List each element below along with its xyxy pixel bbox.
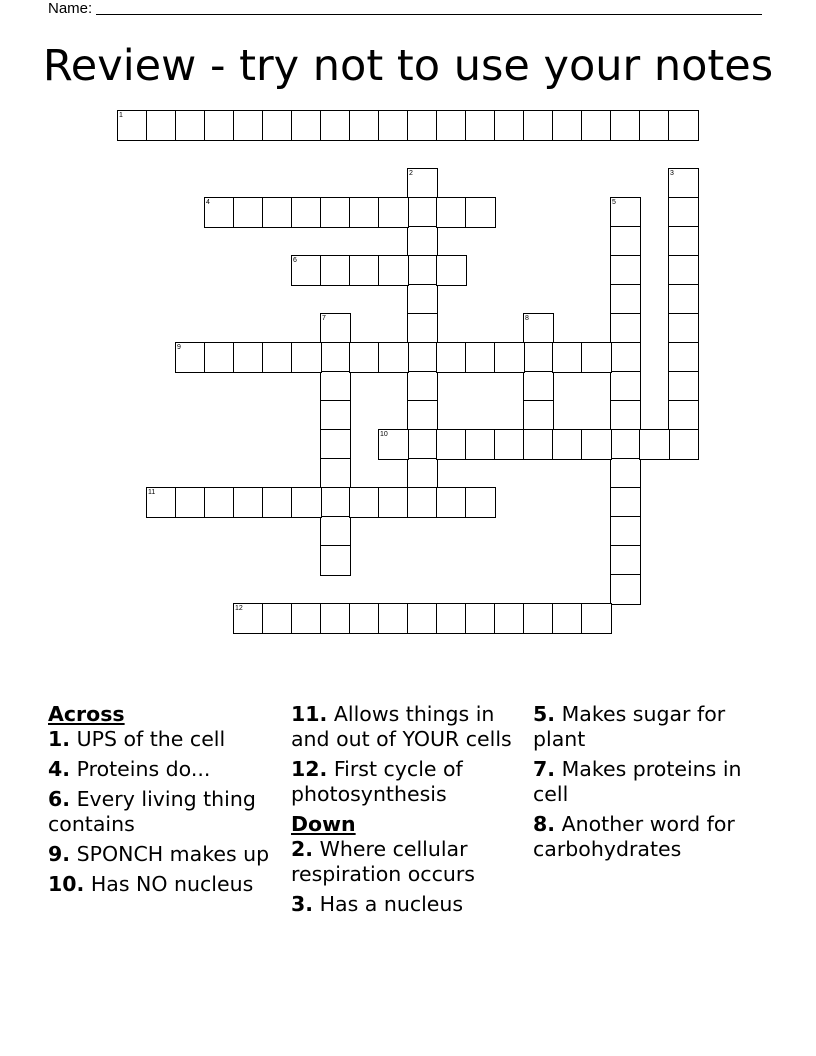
crossword-cell[interactable]: [610, 226, 641, 257]
crossword-cell[interactable]: [291, 110, 322, 141]
crossword-cell[interactable]: [204, 487, 235, 518]
crossword-cell[interactable]: [407, 487, 438, 518]
crossword-cell[interactable]: [610, 545, 641, 576]
crossword-cell[interactable]: [436, 197, 467, 228]
crossword-cell[interactable]: [523, 342, 554, 373]
crossword-cell[interactable]: [146, 110, 177, 141]
crossword-cell[interactable]: [204, 110, 235, 141]
crossword-cell[interactable]: [262, 110, 293, 141]
crossword-cell[interactable]: [407, 429, 438, 460]
crossword-cell[interactable]: [349, 603, 380, 634]
crossword-cell[interactable]: [668, 255, 699, 286]
crossword-cell[interactable]: [378, 487, 409, 518]
crossword-cell[interactable]: [581, 429, 612, 460]
crossword-cell[interactable]: [552, 110, 583, 141]
crossword-cell[interactable]: [668, 400, 699, 431]
crossword-cell[interactable]: [320, 487, 351, 518]
cell-number: 9: [177, 344, 181, 351]
clue-number: 10.: [48, 872, 85, 896]
crossword-cell[interactable]: [262, 197, 293, 228]
crossword-cell[interactable]: [639, 429, 670, 460]
crossword-cell[interactable]: [436, 487, 467, 518]
clue-column-3: [533, 702, 773, 867]
crossword-cell[interactable]: [407, 400, 438, 431]
crossword-cell[interactable]: [552, 429, 583, 460]
clue-down-8: [533, 812, 773, 862]
crossword-cell[interactable]: [291, 342, 322, 373]
clue-across-4: [48, 757, 280, 782]
crossword-cell[interactable]: [320, 197, 351, 228]
cell-number: 12: [235, 605, 243, 612]
clue-number: 4.: [48, 757, 71, 781]
page-title: Review - try not to use your notes: [42, 41, 774, 91]
clue-text: Has a nucleus: [319, 892, 464, 916]
crossword-cell[interactable]: [610, 400, 641, 431]
crossword-cell[interactable]: [407, 458, 438, 489]
crossword-cell[interactable]: [552, 603, 583, 634]
crossword-cell[interactable]: [465, 110, 496, 141]
clue-text: Another word for carbohydrates: [533, 812, 735, 861]
crossword-cell[interactable]: [349, 110, 380, 141]
crossword-cell[interactable]: [668, 197, 699, 228]
crossword-cell[interactable]: [349, 487, 380, 518]
crossword-cell[interactable]: [465, 429, 496, 460]
crossword-cell[interactable]: [610, 574, 641, 605]
clue-text: Where cellular respiration occurs: [291, 837, 475, 886]
cell-number: 3: [670, 170, 674, 177]
crossword-cell[interactable]: [610, 342, 641, 373]
crossword-cell[interactable]: [465, 197, 496, 228]
crossword-cell[interactable]: [407, 371, 438, 402]
across-heading: Across: [48, 702, 125, 726]
clue-across-6: [48, 787, 280, 837]
crossword-cell[interactable]: [320, 371, 351, 402]
down-heading: Down: [291, 812, 356, 836]
crossword-cell[interactable]: [465, 342, 496, 373]
crossword-cell[interactable]: [668, 342, 699, 373]
crossword-cell[interactable]: [668, 313, 699, 344]
clue-down-7: [533, 757, 773, 807]
crossword-cell[interactable]: [320, 400, 351, 431]
crossword-cell[interactable]: [291, 603, 322, 634]
name-label: Name:: [48, 0, 93, 17]
crossword-cell[interactable]: [407, 342, 438, 373]
clue-text: First cycle of photosynthesis: [291, 757, 463, 806]
crossword-cell[interactable]: [233, 110, 264, 141]
crossword-cell[interactable]: [523, 110, 554, 141]
clue-across-9: [48, 842, 280, 867]
crossword-cell[interactable]: [523, 400, 554, 431]
crossword-cell[interactable]: [378, 255, 409, 286]
crossword-cell[interactable]: [378, 197, 409, 228]
clue-down-3: [291, 892, 523, 917]
clue-text: Allows things in and out of YOUR cells: [291, 702, 512, 751]
clue-column-2: [291, 702, 523, 922]
crossword-cell[interactable]: [320, 110, 351, 141]
name-field[interactable]: [48, 0, 762, 17]
clue-across-12: [291, 757, 523, 807]
crossword-cell[interactable]: [262, 342, 293, 373]
crossword-cell[interactable]: [407, 226, 438, 257]
crossword-cell[interactable]: [581, 603, 612, 634]
clue-number: 3.: [291, 892, 314, 916]
crossword-cell[interactable]: [175, 110, 206, 141]
clue-number: 9.: [48, 842, 71, 866]
crossword-cell[interactable]: [407, 197, 438, 228]
clue-number: 6.: [48, 787, 71, 811]
clue-text: Proteins do...: [76, 757, 211, 781]
clue-text: Has NO nucleus: [90, 872, 254, 896]
crossword-cell[interactable]: [436, 603, 467, 634]
crossword-cell[interactable]: [320, 429, 351, 460]
crossword-cell[interactable]: [668, 429, 699, 460]
clue-number: 5.: [533, 702, 556, 726]
crossword-cell[interactable]: [436, 429, 467, 460]
clue-text: Every living thing contains: [48, 787, 256, 836]
crossword-cell[interactable]: [436, 342, 467, 373]
crossword-cell[interactable]: [349, 255, 380, 286]
name-blank-line[interactable]: [96, 0, 762, 15]
crossword-cell[interactable]: [581, 342, 612, 373]
cell-number: 6: [293, 257, 297, 264]
crossword-cell[interactable]: [320, 255, 351, 286]
clue-across-1: [48, 727, 280, 752]
crossword-cell[interactable]: [494, 342, 525, 373]
crossword-cell[interactable]: [639, 110, 670, 141]
crossword-cell[interactable]: [523, 429, 554, 460]
crossword-cell[interactable]: [407, 313, 438, 344]
clue-number: 1.: [48, 727, 71, 751]
clue-number: 8.: [533, 812, 556, 836]
crossword-cell[interactable]: [407, 255, 438, 286]
crossword-cell[interactable]: [378, 110, 409, 141]
crossword-cell[interactable]: [233, 197, 264, 228]
crossword-cell[interactable]: [465, 603, 496, 634]
crossword-cell[interactable]: [407, 110, 438, 141]
cell-number: 10: [380, 431, 388, 438]
crossword-cell[interactable]: [581, 110, 612, 141]
crossword-cell[interactable]: [668, 284, 699, 315]
clue-number: 7.: [533, 757, 556, 781]
clue-text: UPS of the cell: [76, 727, 226, 751]
crossword-cell[interactable]: [175, 487, 206, 518]
crossword-cell[interactable]: [320, 342, 351, 373]
cell-number: 11: [148, 489, 156, 496]
crossword-cell[interactable]: [523, 371, 554, 402]
crossword-cell[interactable]: [407, 284, 438, 315]
cell-number: 1: [119, 112, 123, 119]
clue-text: Makes sugar for plant: [533, 702, 726, 751]
crossword-cell[interactable]: [233, 487, 264, 518]
crossword-cell[interactable]: [610, 371, 641, 402]
crossword-cell[interactable]: [378, 342, 409, 373]
crossword-cell[interactable]: [494, 603, 525, 634]
crossword-cell[interactable]: [668, 110, 699, 141]
crossword-cell[interactable]: [233, 342, 264, 373]
clue-number: 12.: [291, 757, 328, 781]
crossword-cell[interactable]: [291, 197, 322, 228]
crossword-cell[interactable]: [610, 284, 641, 315]
crossword-cell[interactable]: [436, 255, 467, 286]
crossword-cell[interactable]: [552, 342, 583, 373]
crossword-cell[interactable]: [378, 603, 409, 634]
cell-number: 8: [525, 315, 529, 322]
crossword-cell[interactable]: [494, 110, 525, 141]
cell-number: 2: [409, 170, 413, 177]
cell-number: 4: [206, 199, 210, 206]
crossword-cell[interactable]: [523, 603, 554, 634]
clue-column-1: [48, 702, 280, 902]
clue-number: 11.: [291, 702, 328, 726]
clue-number: 2.: [291, 837, 314, 861]
crossword-cell[interactable]: [610, 487, 641, 518]
cell-number: 7: [322, 315, 326, 322]
clue-down-5: [533, 702, 773, 752]
clue-text: SPONCH makes up: [76, 842, 270, 866]
crossword-cell[interactable]: [494, 429, 525, 460]
crossword-cell[interactable]: [320, 545, 351, 576]
cell-number: 5: [612, 199, 616, 206]
crossword-cell[interactable]: [610, 255, 641, 286]
clue-across-10: [48, 872, 280, 897]
crossword-cell[interactable]: [262, 487, 293, 518]
crossword-cell[interactable]: [349, 197, 380, 228]
crossword-cell[interactable]: [668, 371, 699, 402]
crossword-cell[interactable]: [465, 487, 496, 518]
crossword-cell[interactable]: [436, 110, 467, 141]
clue-text: Makes proteins in cell: [533, 757, 742, 806]
crossword-cell[interactable]: [320, 603, 351, 634]
crossword-cell[interactable]: [610, 458, 641, 489]
crossword-cell[interactable]: [204, 342, 235, 373]
crossword-cell[interactable]: [610, 429, 641, 460]
crossword-cell[interactable]: [320, 516, 351, 547]
crossword-cell[interactable]: [349, 342, 380, 373]
crossword-cell[interactable]: [610, 313, 641, 344]
crossword-cell[interactable]: [262, 603, 293, 634]
crossword-cell[interactable]: [320, 458, 351, 489]
crossword-cell[interactable]: [407, 603, 438, 634]
crossword-cell[interactable]: [291, 487, 322, 518]
crossword-cell[interactable]: [610, 110, 641, 141]
clue-across-11: [291, 702, 523, 752]
crossword-cell[interactable]: [610, 516, 641, 547]
crossword-cell[interactable]: [668, 226, 699, 257]
clue-down-2: [291, 837, 523, 887]
